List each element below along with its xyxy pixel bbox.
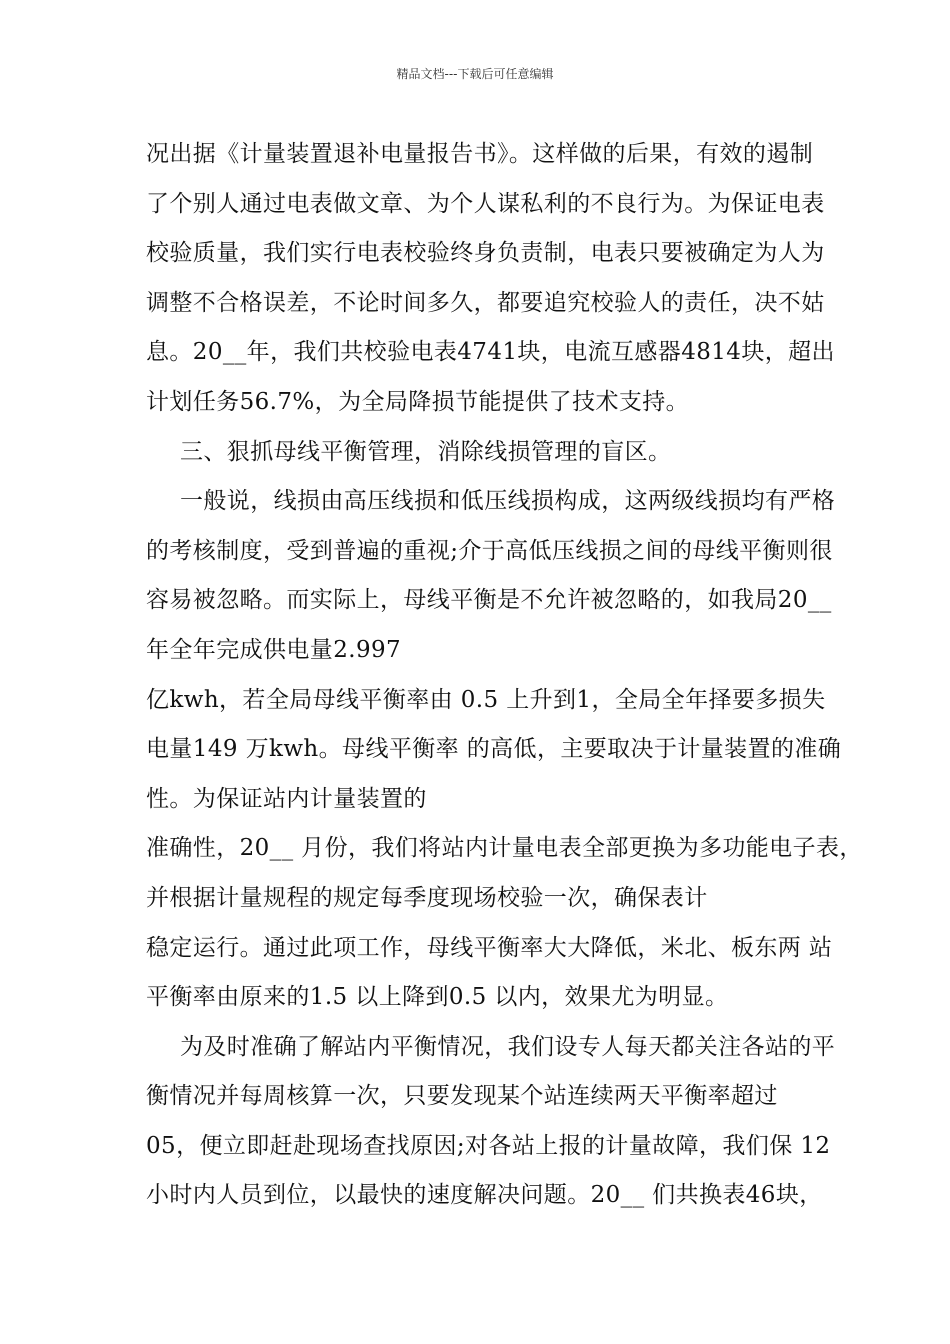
text-line: 并根据计量规程的规定每季度现场校验一次，确保表计 — [146, 884, 708, 911]
text-line: 平衡率由原来的1.5 以上降到0.5 以内，效果尤为明显。 — [146, 984, 729, 1011]
text-line: 息。20__年，我们共校验电表4741块，电流互感器4814块，超出 — [146, 339, 835, 366]
text-line: 年全年完成供电量2.997 — [146, 636, 402, 663]
text-line: 况出据《计量装置退补电量报告书》。这样做的后果，有效的遏制 — [146, 141, 814, 167]
page-header: 精品文档---下载后可任意编辑 — [396, 67, 554, 81]
document-body — [146, 130, 863, 1221]
text-line: 一般说，线损由高压线损和低压线损构成，这两级线损均有严格 — [180, 488, 836, 515]
text-line: 稳定运行。通过此项工作，母线平衡率大大降低，米北、板东两 站 — [146, 934, 833, 961]
text-line: 衡情况并每周核算一次，只要发现某个站连续两天平衡率超过 — [146, 1083, 778, 1110]
text-line: 为及时准确了解站内平衡情况，我们设专人每天都关注各站的平 — [180, 1033, 836, 1060]
text-line: 调整不合格误差，不论时间多久，都要追究校验人的责任，决不姑 — [146, 289, 825, 316]
text-line: 准确性，20__ 月份，我们将站内计量电表全部更换为多功能电子表， — [146, 835, 863, 862]
text-line: 计划任务56.7%，为全局降损节能提供了技术支持。 — [146, 388, 690, 415]
text-line: 容易被忽略。而实际上，母线平衡是不允许被忽略的，如我局20__ — [146, 587, 832, 614]
text-line: 05，便立即赶赴现场查找原因;对各站上报的计量故障，我们保 12 — [146, 1132, 831, 1159]
text-line: 电量149 万kwh。母线平衡率 的高低，主要取决于计量装置的准确 — [146, 736, 842, 763]
text-line: 校验质量，我们实行电表校验终身负责制，电表只要被确定为人为 — [146, 240, 825, 267]
text-line: 的考核制度，受到普遍的重视;介于高低压线损之间的母线平衡则很 — [146, 537, 833, 564]
text-line: 小时内人员到位，以最快的速度解决问题。20__ 们共换表46块， — [146, 1182, 823, 1209]
text-line: 性。为保证站内计量装置的 — [146, 785, 427, 812]
section-heading: 三、狠抓母线平衡管理，消除线损管理的盲区。 — [180, 438, 672, 465]
text-line: 亿kwh，若全局母线平衡率由 0.5 上升到1，全局全年择要多损失 — [146, 686, 826, 713]
text-line: 了个别人通过电表做文章、为个人谋私利的不良行为。为保证电表 — [146, 190, 825, 217]
